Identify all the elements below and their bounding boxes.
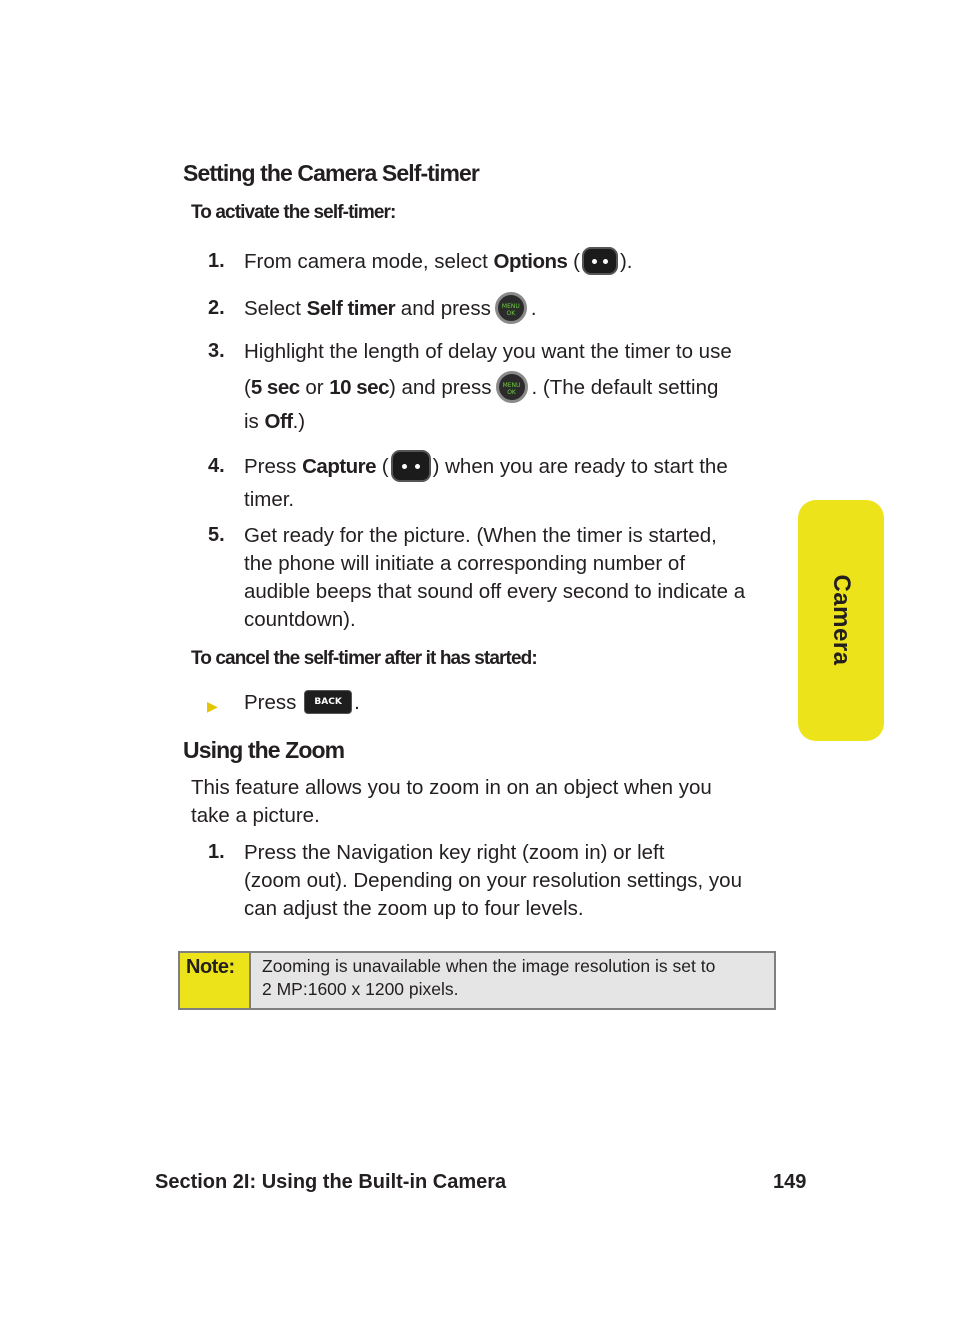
step-4-line1	[244, 453, 728, 482]
key-name: 5 sec	[250, 376, 300, 399]
step-text: . (The default setting	[531, 376, 719, 399]
subheading-cancel: To cancel the self-timer after it has started:	[191, 648, 537, 669]
key-name: Off	[264, 410, 293, 433]
step-3-line1: Highlight the length of delay you want the timer to use	[244, 340, 732, 363]
step-number: 5.	[208, 524, 225, 546]
step-4-line2: timer.	[244, 488, 295, 511]
note-line: Zooming is unavailable when the image resolution is set to	[262, 956, 716, 976]
key-name: Self timer	[306, 297, 396, 320]
step-text: .)	[292, 410, 306, 433]
step-3-line2	[244, 374, 718, 403]
step-5-line: countdown).	[244, 608, 356, 631]
softkey-icon	[582, 247, 618, 275]
section-side-tab	[798, 500, 884, 741]
step-2-text	[244, 295, 537, 324]
zoom-intro-line: This feature allows you to zoom in on an object when you	[191, 776, 712, 799]
note-text	[251, 953, 774, 1008]
back-key-label: BACK	[314, 697, 342, 708]
key-name: Capture	[302, 455, 377, 478]
zoom-step-line: Press the Navigation key right (zoom in) or left	[244, 841, 665, 864]
step-5-line: audible beeps that sound off every second to indicate a	[244, 580, 746, 603]
step-text: (	[244, 376, 251, 399]
zoom-intro-line: take a picture.	[191, 804, 320, 827]
step-text: .	[354, 691, 360, 714]
step-5-line: the phone will initiate a corresponding number of	[244, 552, 686, 575]
step-text: Select	[244, 297, 307, 320]
note-label: Note:	[180, 953, 251, 1008]
step-number: 1.	[208, 250, 225, 272]
step-3-line3	[244, 408, 305, 436]
key-name: 10 sec	[329, 376, 389, 399]
side-tab-label: Camera	[828, 574, 855, 666]
step-text: Press	[244, 691, 297, 714]
menu-ok-key-icon: MENU OK	[496, 371, 528, 403]
step-text: (	[376, 455, 389, 478]
step-number: 4.	[208, 455, 225, 477]
note-box	[178, 951, 776, 1010]
step-number: 1.	[208, 841, 225, 863]
step-5-line: Get ready for the picture. (When the timer is started,	[244, 524, 717, 547]
step-text: or	[299, 376, 330, 399]
step-number: 3.	[208, 340, 225, 362]
page-number: 149	[773, 1171, 807, 1193]
key-name: Options	[493, 250, 568, 273]
step-text: ) when you are ready to start the	[432, 455, 728, 478]
section-heading-zoom: Using the Zoom	[183, 737, 345, 763]
triangle-bullet-icon: ▶	[207, 698, 218, 714]
menu-ok-key-icon: MENU OK	[495, 292, 527, 324]
section-heading-selftimer: Setting the Camera Self-timer	[183, 160, 479, 186]
step-text: (	[567, 250, 580, 273]
step-text: Press	[244, 455, 303, 478]
step-text: and press	[395, 297, 491, 320]
step-text: .	[530, 297, 537, 320]
step-text: ).	[619, 250, 633, 273]
zoom-step-line: (zoom out). Depending on your resolution settings, you	[244, 869, 742, 892]
back-key-icon	[304, 690, 352, 714]
note-line: 2 MP:1600 x 1200 pixels.	[262, 979, 459, 999]
step-text: From camera mode, select	[244, 250, 494, 273]
step-1-text	[244, 248, 633, 276]
subheading-activate: To activate the self-timer:	[191, 202, 396, 223]
bullet-text	[244, 689, 360, 717]
step-text: is	[244, 410, 265, 433]
step-text: ) and press	[388, 376, 492, 399]
step-number: 2.	[208, 297, 225, 319]
zoom-step-line: can adjust the zoom up to four levels.	[244, 897, 584, 920]
footer-section-title: Section 2I: Using the Built-in Camera	[155, 1171, 507, 1193]
softkey-icon	[391, 450, 431, 482]
